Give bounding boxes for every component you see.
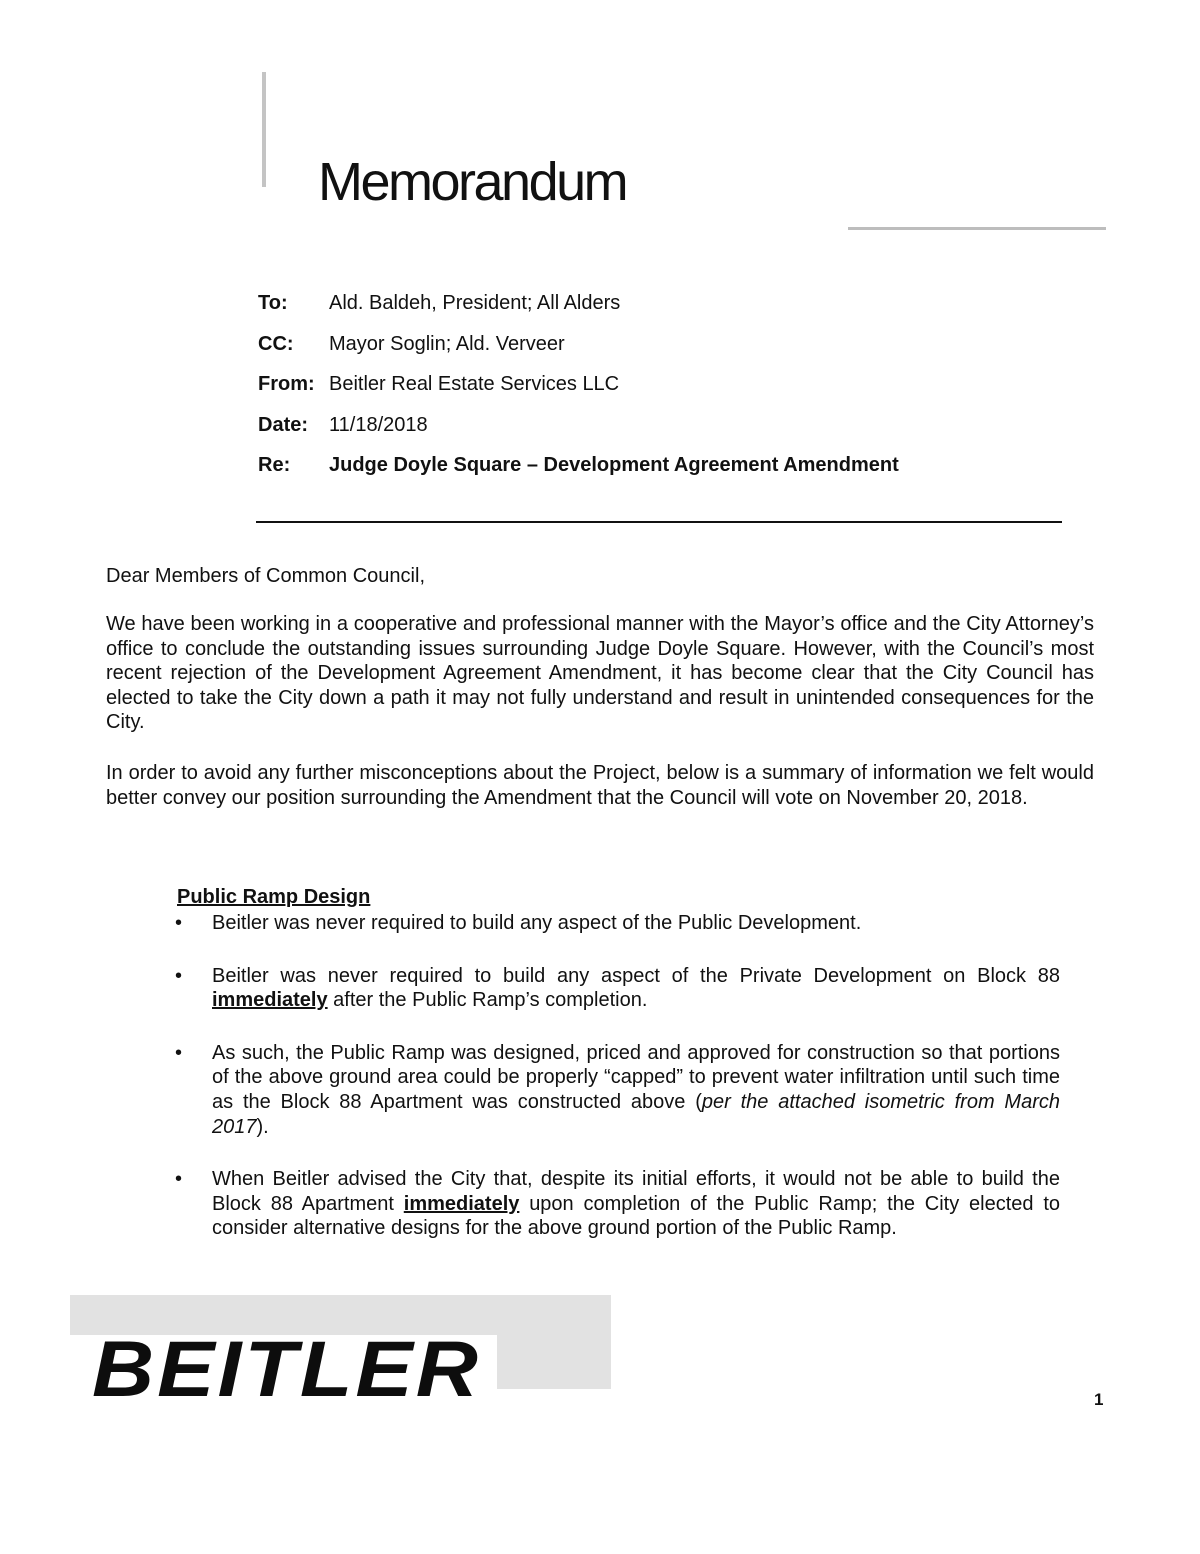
from-field (258, 370, 1078, 411)
body-paragraph-2: In order to avoid any further misconceptions about the Project, below is a summary of information we felt would better convey our position surrounding the Amendment that the Council will vote on November 20, 2018. (106, 762, 1094, 809)
header-divider (256, 521, 1062, 523)
bullet-emphasis: immediately (212, 989, 328, 1012)
to-label: To: (258, 292, 288, 314)
bullet-text: Beitler was never required to build any aspect of the Public Development. (212, 912, 862, 934)
cc-label: CC: (258, 332, 294, 355)
re-label: Re: (258, 454, 291, 477)
bullet-text-part: after the Public Ramp’s completion. (327, 989, 648, 1012)
bullet-item (170, 911, 1060, 936)
page-number: 1 (1094, 1390, 1104, 1409)
bullet-icon: • (175, 1041, 183, 1064)
from-value: Beitler Real Estate Services LLC (329, 373, 620, 396)
section-heading: Public Ramp Design (177, 886, 371, 908)
bullet-text-part: Beitler was never required to build any aspect of the Private Development on Block 88 (212, 964, 1060, 987)
logo-backdrop-right (497, 1335, 611, 1389)
from-label: From: (258, 373, 315, 396)
bullet-icon: • (175, 1168, 183, 1191)
title-accent-bar (262, 72, 266, 187)
bullet-item (170, 1041, 1060, 1139)
date-value: 11/18/2018 (329, 413, 428, 436)
bullet-item (170, 1167, 1060, 1241)
bullet-icon: • (175, 964, 183, 987)
memo-title: Memorandum (318, 152, 627, 212)
re-field (258, 451, 1078, 492)
salutation: Dear Members of Common Council, (106, 565, 425, 587)
cc-value: Mayor Soglin; Ald. Verveer (329, 332, 565, 355)
bullet-italic-note: per the attached isometric from March 2017 (212, 1090, 1060, 1138)
bullet-text-part: As such, the Public Ramp was designed, priced and approved for construction so that portions of the above ground area could be properly “capped” to prevent water infiltration until such time as the Block 88 Apartment was constructed above ( (212, 1041, 1060, 1113)
bullet-text-part: ). (256, 1115, 269, 1138)
title-accent-rule (848, 227, 1106, 230)
bullet-icon: • (175, 912, 183, 934)
re-value: Judge Doyle Square – Development Agreement Amendment (329, 454, 899, 477)
bullet-item (170, 964, 1060, 1013)
to-value: Ald. Baldeh, President; All Alders (329, 292, 621, 314)
cc-field (258, 330, 1078, 371)
beitler-logo: BEITLER (92, 1325, 481, 1414)
date-label: Date: (258, 413, 309, 436)
memo-header-fields (258, 289, 1078, 492)
bullet-text-part: When Beitler advised the City that, despite its initial efforts, it would not be able to build the Block 88 Apartment (212, 1168, 1060, 1215)
bullet-text-part: upon completion of the Public Ramp; the City elected to consider alternative designs for the above ground portion of the Public Ramp. (212, 1192, 1061, 1240)
date-field (258, 411, 1078, 452)
bullet-list (170, 911, 1070, 1269)
bullet-emphasis: immediately (403, 1192, 520, 1215)
body-paragraph-1: We have been working in a cooperative and professional manner with the Mayor’s office and the City Attorney’s office to conclude the outstanding issues surrounding Judge Doyle Square. However, with the Council’s most recent rejection of the Development Agreement Amendment, it has become clear that the City Council has elected to take the City down a path it may not fully understand and result in unintended consequences for the City. (106, 613, 1094, 734)
to-field (258, 289, 1078, 330)
